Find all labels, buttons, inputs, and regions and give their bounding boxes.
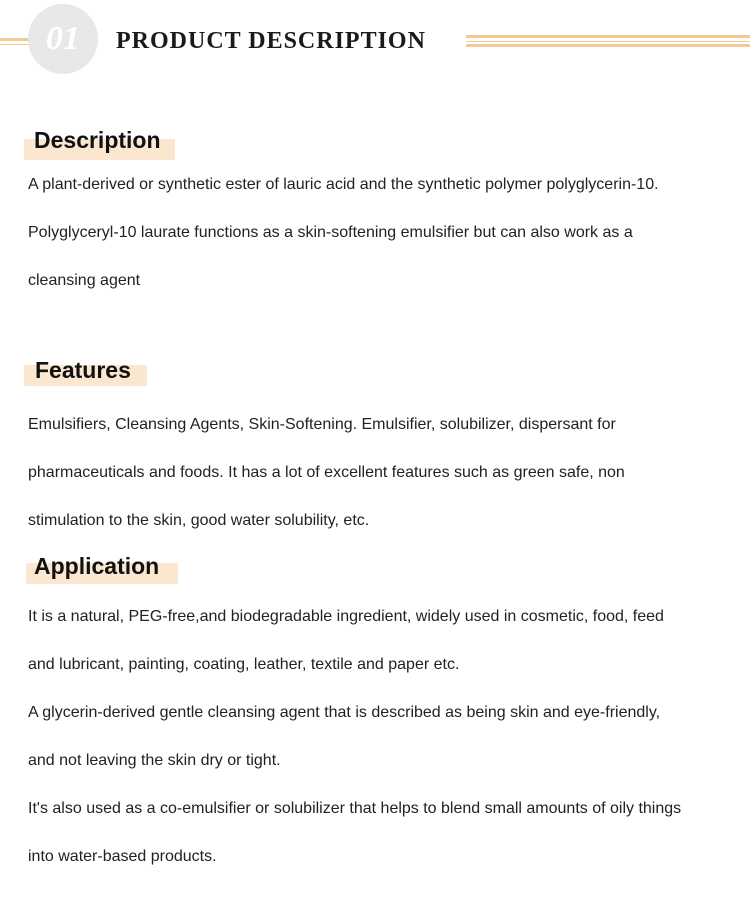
features-line: stimulation to the skin, good water solubility, etc.: [28, 512, 370, 529]
application-line: A glycerin-derived gentle cleansing agent that is described as being skin and eye-friendly,: [28, 704, 661, 721]
application-heading: Application: [34, 553, 160, 579]
features-line: pharmaceuticals and foods. It has a lot of excellent features such as green safe, non: [28, 464, 625, 481]
page-title: PRODUCT DESCRIPTION: [116, 28, 426, 54]
features-line: Emulsifiers, Cleansing Agents, Skin-Softening. Emulsifier, solubilizer, dispersant for: [28, 416, 616, 433]
description-line: A plant-derived or synthetic ester of lauric acid and the synthetic polymer polyglycerin-10.: [28, 176, 659, 193]
application-line: and not leaving the skin dry or tight.: [28, 752, 281, 769]
application-line: and lubricant, painting, coating, leather, textile and paper etc.: [28, 656, 460, 673]
section-number: 01: [46, 20, 80, 57]
application-line: into water-based products.: [28, 848, 217, 865]
description-line: cleansing agent: [28, 272, 141, 289]
header-rule-left-thin: [0, 44, 30, 45]
application-line: It is a natural, PEG-free,and biodegradable ingredient, widely used in cosmetic, food, feed: [28, 608, 664, 625]
description-line: Polyglyceryl-10 laurate functions as a skin-softening emulsifier but can also work as a: [28, 224, 633, 241]
application-line: It's also used as a co-emulsifier or solubilizer that helps to blend small amounts of oily things: [28, 800, 682, 817]
header-rule-right-bottom: [466, 44, 750, 47]
header-rule-right-thin: [466, 41, 750, 42]
features-heading: Features: [35, 357, 131, 383]
header-rule-right: [466, 35, 750, 38]
description-heading: Description: [34, 127, 161, 153]
header-rule-left: [0, 38, 30, 41]
